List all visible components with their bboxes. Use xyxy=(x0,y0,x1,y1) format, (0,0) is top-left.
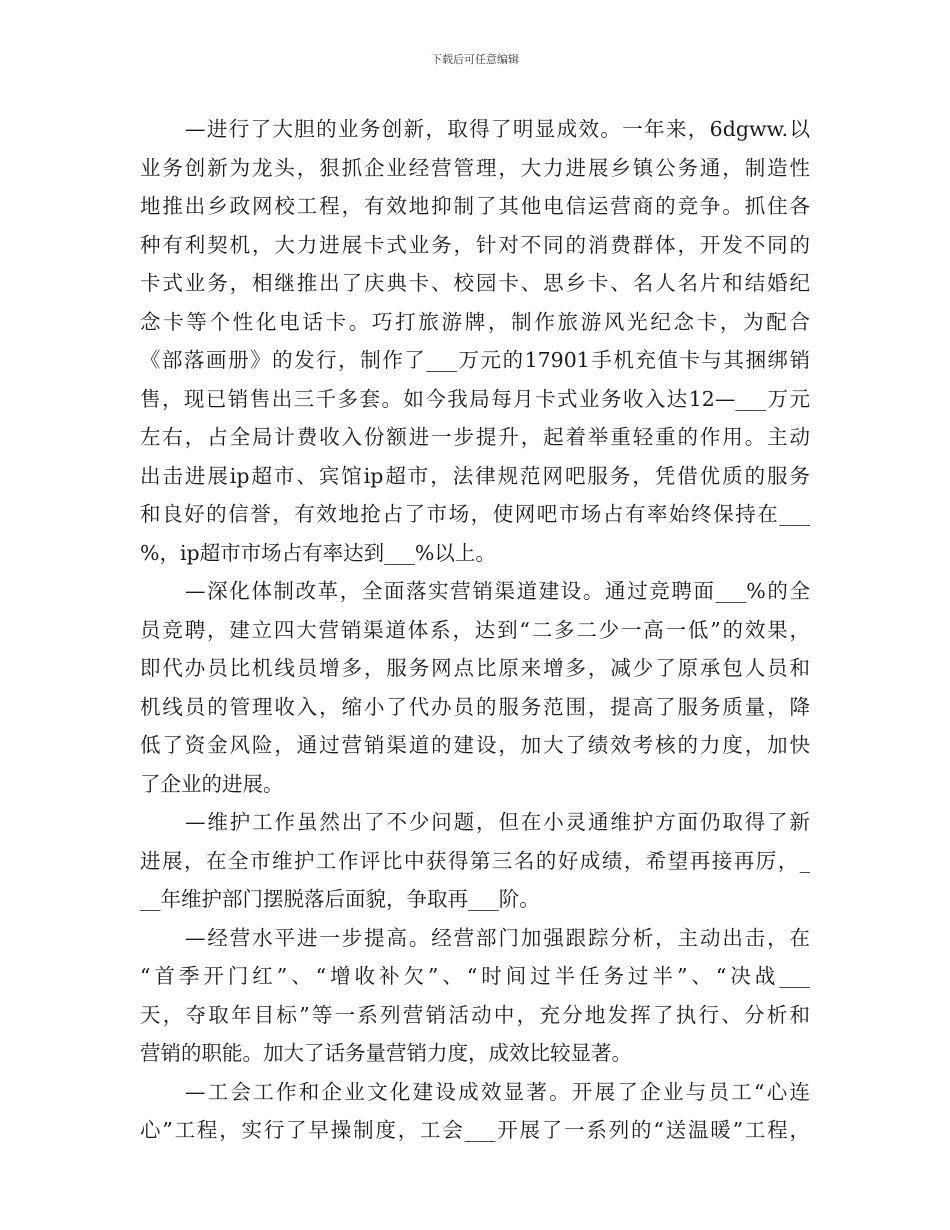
text-line: 左右，占全局计费收入份额进一步提升，起着举重轻重的作用。主动 xyxy=(140,425,810,449)
text-line: 业务创新为龙头，狠抓企业经营管理，大力进展乡镇公务通，制造性 xyxy=(140,155,810,180)
text-line: 念卡等个性化电话卡。巧打旅游牌，制作旅游风光纪念卡，为配合 xyxy=(140,309,810,334)
text-line: 员竞聘，建立四大营销渠道体系，达到“二多二少一高一低”的效果， xyxy=(140,617,810,642)
text-line: —深化体制改革，全面落实营销渠道建设。通过竞聘面___%的全 xyxy=(185,579,810,603)
text-line: —工会工作和企业文化建设成效显著。开展了企业与员工“心连 xyxy=(185,1079,810,1104)
paragraph-maintenance xyxy=(140,803,810,919)
text-line: 出击进展ip超市、宾馆ip超市，法律规范网吧服务，凭借优质的服务 xyxy=(140,463,810,488)
text-line: 天，夺取年目标”等一系列营销活动中，充分地发挥了执行、分析和 xyxy=(140,1002,810,1027)
text-line: %，ip超市市场占有率达到___%以上。 xyxy=(140,540,496,565)
paragraph-innovation xyxy=(140,110,810,572)
paragraph-operations xyxy=(140,919,810,1073)
text-line: 低了资金风险，通过营销渠道的建设，加大了绩效考核的力度，加快 xyxy=(140,733,810,757)
text-line: “首季开门红”、“增收补欠”、“时间过半任务过半”、“决战___ xyxy=(140,964,810,988)
text-line: 《部落画册》的发行，制作了___万元的17901手机充值卡与其捆绑销 xyxy=(140,348,810,372)
text-line: —经营水平进一步提高。经营部门加强跟踪分析，主动出击，在 xyxy=(185,925,810,950)
text-line: —维护工作虽然出了不少问题，但在小灵通维护方面仍取得了新 xyxy=(185,810,810,834)
text-line: 地推出乡政网校工程，有效地抑制了其他电信运营商的竞争。抓住各 xyxy=(140,194,810,218)
text-line: 进展，在全市维护工作评比中获得第三名的好成绩，希望再接再厉，_ xyxy=(140,848,810,873)
text-line: 即代办员比机线员增多，服务网点比原来增多，减少了原承包人员和 xyxy=(140,656,810,680)
paragraph-reform xyxy=(140,572,810,803)
text-line: 心”工程，实行了早操制度，工会___开展了一系列的“送温暖”工程， xyxy=(140,1118,810,1142)
text-line: —进行了大胆的业务创新，取得了明显成效。一年来，6dgww.以 xyxy=(185,117,810,141)
page-header: 下载后可任意编辑 xyxy=(431,53,519,66)
document-body xyxy=(140,110,810,1150)
text-line: 了企业的进展。 xyxy=(140,771,284,796)
paragraph-union xyxy=(140,1073,810,1150)
text-line: __年维护部门摆脱落后面貌，争取再___阶。 xyxy=(140,887,540,911)
text-line: 售，现已销售出三千多套。如今我局每月卡式业务收入达12—___万元 xyxy=(140,386,810,411)
text-line: 营销的职能。加大了话务量营销力度，成效比较显著。 xyxy=(140,1041,632,1065)
text-line: 和良好的信誉，有效地抢占了市场，使网吧市场占有率始终保持在___ xyxy=(140,502,810,526)
text-line: 机线员的管理收入，缩小了代办员的服务范围，提高了服务质量，降 xyxy=(140,694,810,719)
text-line: 卡式业务，相继推出了庆典卡、校园卡、思乡卡、名人名片和结婚纪 xyxy=(140,271,810,295)
text-line: 种有利契机，大力进展卡式业务，针对不同的消费群体，开发不同的 xyxy=(140,232,810,257)
